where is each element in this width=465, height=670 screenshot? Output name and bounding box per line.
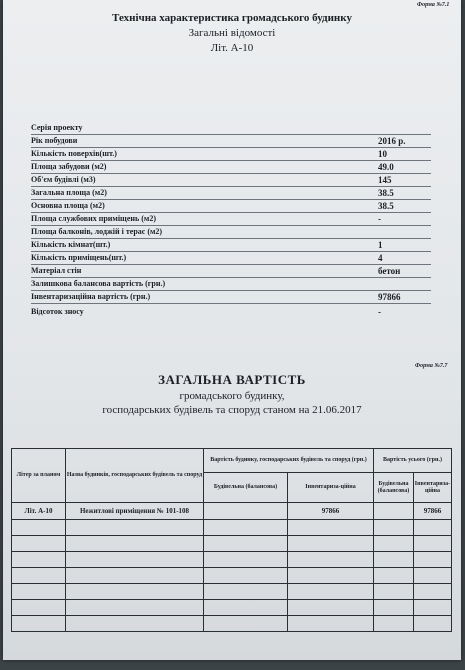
spec-label: Основна площа (м2): [31, 201, 105, 210]
spec-label: Площа службових приміщень (м2): [31, 214, 156, 223]
spec-row: [31, 135, 431, 148]
sub-inventory-header: Інвентариза-ційна: [288, 473, 374, 503]
table-row-empty: [12, 600, 452, 616]
table-row-empty: [12, 616, 452, 632]
document-sheet: [3, 0, 461, 660]
form-number-top: Форма №7.1: [417, 2, 450, 8]
spec-label: Площа балконів, лоджій і терас (м2): [31, 227, 163, 236]
spec-row: [31, 161, 431, 174]
document-litera: Літ. А-10: [210, 42, 254, 54]
spec-value: 97866: [378, 292, 401, 302]
spec-value: -: [378, 307, 381, 317]
form-number-cost: Форма №7.7: [415, 363, 448, 369]
cost-subtitle-2: господарських будівель та споруд станом на 21.06.2017: [102, 404, 362, 416]
cell-litera: Літ. А-10: [12, 503, 66, 520]
spec-row: [31, 252, 431, 265]
spec-row: [31, 213, 431, 226]
col-name-header: Назва будинків, господарських будівель та споруд: [66, 449, 204, 503]
document-title: Технічна характеристика громадського будинку: [112, 12, 352, 24]
spec-value: 38.5: [378, 188, 394, 198]
spec-row: [31, 174, 431, 187]
cell-total-balance: [374, 503, 414, 520]
spec-row: [31, 306, 431, 318]
table-row-empty: [12, 584, 452, 600]
spec-label: Інвентаризаційна вартість (грн.): [31, 292, 151, 301]
spec-value: 145: [378, 175, 392, 185]
spec-label: Кількість кімнат(шт.): [31, 240, 111, 249]
cell-total-inventory: 97866: [414, 503, 452, 520]
spec-label: Площа забудови (м2): [31, 162, 107, 171]
spec-row: [31, 226, 431, 239]
cell-inventory: 97866: [288, 503, 374, 520]
cost-title: ЗАГАЛЬНА ВАРТІСТЬ: [158, 372, 306, 387]
spec-row: [31, 239, 431, 252]
spec-label: Залишкова балансова вартість (грн.): [31, 279, 166, 288]
col-litera-header: Літер за планом: [12, 449, 66, 503]
spec-value: 10: [378, 149, 387, 159]
spec-label: Кількість приміщень(шт.): [31, 253, 127, 262]
spec-value: 2016 р.: [378, 136, 406, 146]
spec-label: Загальна площа (м2): [31, 188, 107, 197]
sub-inventory2-header: Інвентариза-ційна: [414, 473, 452, 503]
spec-value: 49.0: [378, 162, 394, 172]
sub-balance2-header: Будівельна (балансова): [374, 473, 414, 503]
table-row-empty: [12, 568, 452, 584]
spec-row: [31, 122, 431, 135]
spec-label: Кількість поверхів(шт.): [31, 149, 117, 158]
spec-label: Відсоток зносу: [31, 307, 84, 316]
spec-row: [31, 187, 431, 200]
spec-label: Матеріал стін: [31, 266, 82, 275]
table-row-empty: [12, 536, 452, 552]
spec-label: Серія проекту: [31, 123, 83, 132]
spec-value: 4: [378, 253, 383, 263]
cell-balance: [204, 503, 288, 520]
sub-balance-header: Будівельна (балансова): [204, 473, 288, 503]
group-building-header: Вартість будинку, господарських будівель та споруд (грн.): [204, 449, 374, 473]
cell-name: Нежитлові приміщення № 101-108: [66, 503, 204, 520]
spec-value: 1: [378, 240, 383, 250]
document-subtitle: Загальні відомості: [188, 27, 276, 39]
spec-value: бетон: [378, 266, 401, 276]
spec-row: [31, 291, 431, 304]
spec-row: [31, 200, 431, 213]
spec-label: Об'єм будівлі (м3): [31, 175, 96, 184]
spec-row: [31, 148, 431, 161]
spec-row: [31, 265, 431, 278]
spec-row: [31, 278, 431, 291]
spec-value: 38.5: [378, 201, 394, 211]
spec-label: Рік побудови: [31, 136, 78, 145]
table-row-empty: [12, 552, 452, 568]
group-total-header: Вартість усього (грн.): [374, 449, 452, 473]
cost-table: [11, 448, 452, 632]
table-row-empty: [12, 520, 452, 536]
spec-value: -: [378, 214, 381, 224]
cost-subtitle-1: громадського будинку,: [179, 390, 285, 402]
table-row: [12, 503, 452, 520]
